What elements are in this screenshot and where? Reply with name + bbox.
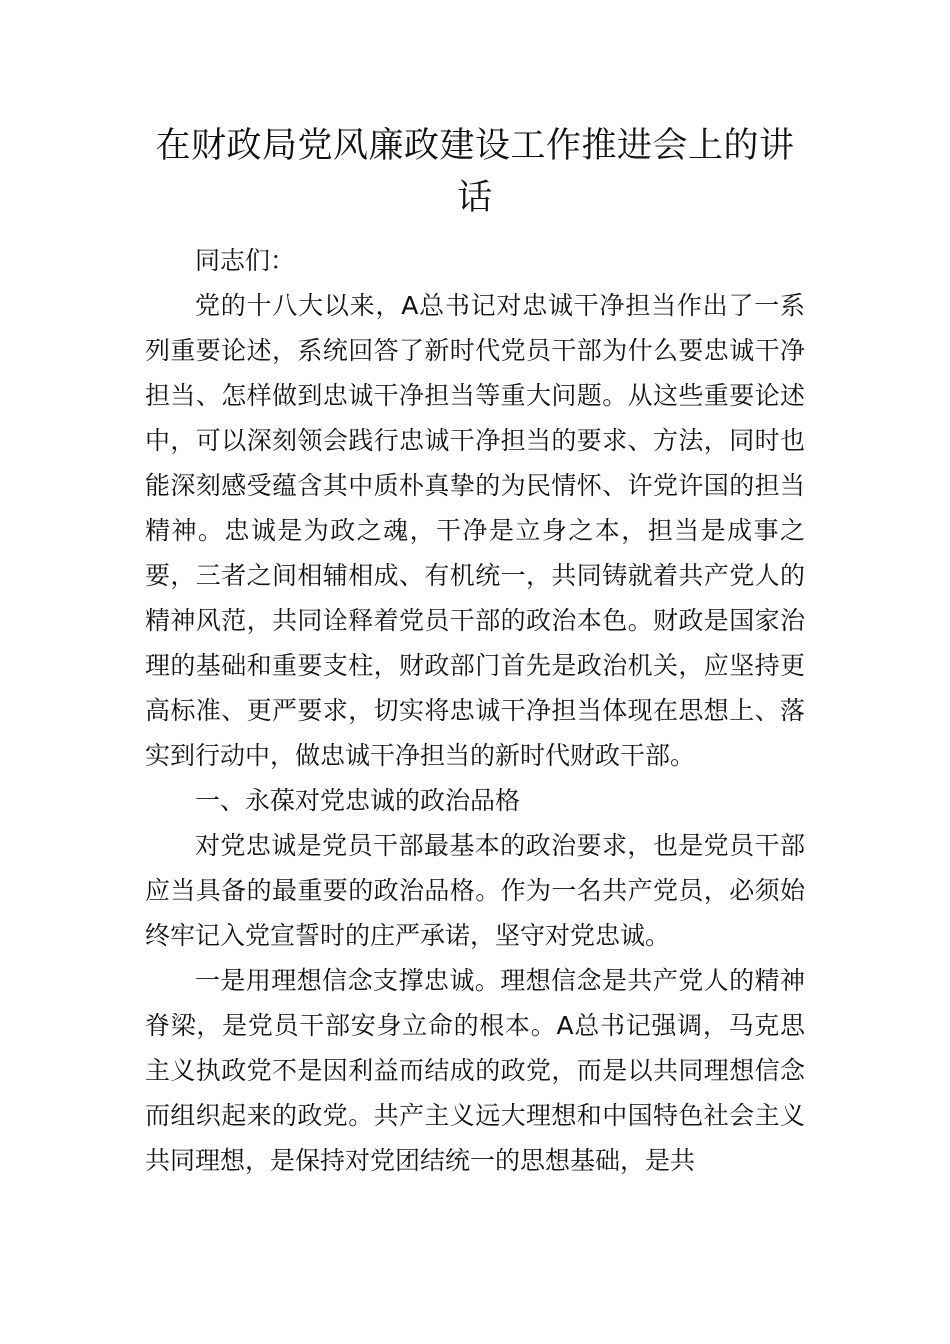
document-title: 在财政局党风廉政建设工作推进会上的讲话 — [155, 126, 795, 218]
paragraph-loyalty: 对党忠诚是党员干部最基本的政治要求，也是党员干部应当具备的最重要的政治品格。作为一名共产党员，必须始终牢记入党宣誓时的庄严承诺，坚守对党忠诚。 — [145, 831, 805, 950]
salutation: 同志们： — [195, 246, 296, 275]
section-heading: 一、永葆对党忠诚的政治品格 — [195, 786, 521, 815]
document-body — [145, 238, 805, 1183]
paragraph-intro: 党的十八大以来，A总书记对忠诚干净担当作出了一系列重要论述，系统回答了新时代党员干部为什么要忠诚干净担当、怎样做到忠诚干净担当等重大问题。从这些重要论述中，可以深刻领会践行忠诚干净担当的要求、方法，同时也能深刻感受蕴含其中质朴真挚的为民情怀、许党许国的担当精神。忠诚是为政之魂，干净是立身之本，担当是成事之要，三者之间相辅相成、有机统一，共同铸就着共产党人的精神风范，共同诠释着党员干部的政治本色。财政是国家治理的基础和重要支柱，财政部门首先是政治机关，应坚持更高标准、更严要求，切实将忠诚干净担当体现在思想上、落实到行动中，做忠诚干净担当的新时代财政干部。 — [145, 291, 805, 770]
paragraph-ideals: 一是用理想信念支撑忠诚。理想信念是共产党人的精神脊梁，是党员干部安身立命的根本。A总书记强调，马克思主义执政党不是因利益而结成的政党，而是以共同理想信念而组织起来的政党。共产主义远大理想和中国特色社会主义共同理想，是保持对党团结统一的思想基础，是共 — [145, 966, 805, 1175]
